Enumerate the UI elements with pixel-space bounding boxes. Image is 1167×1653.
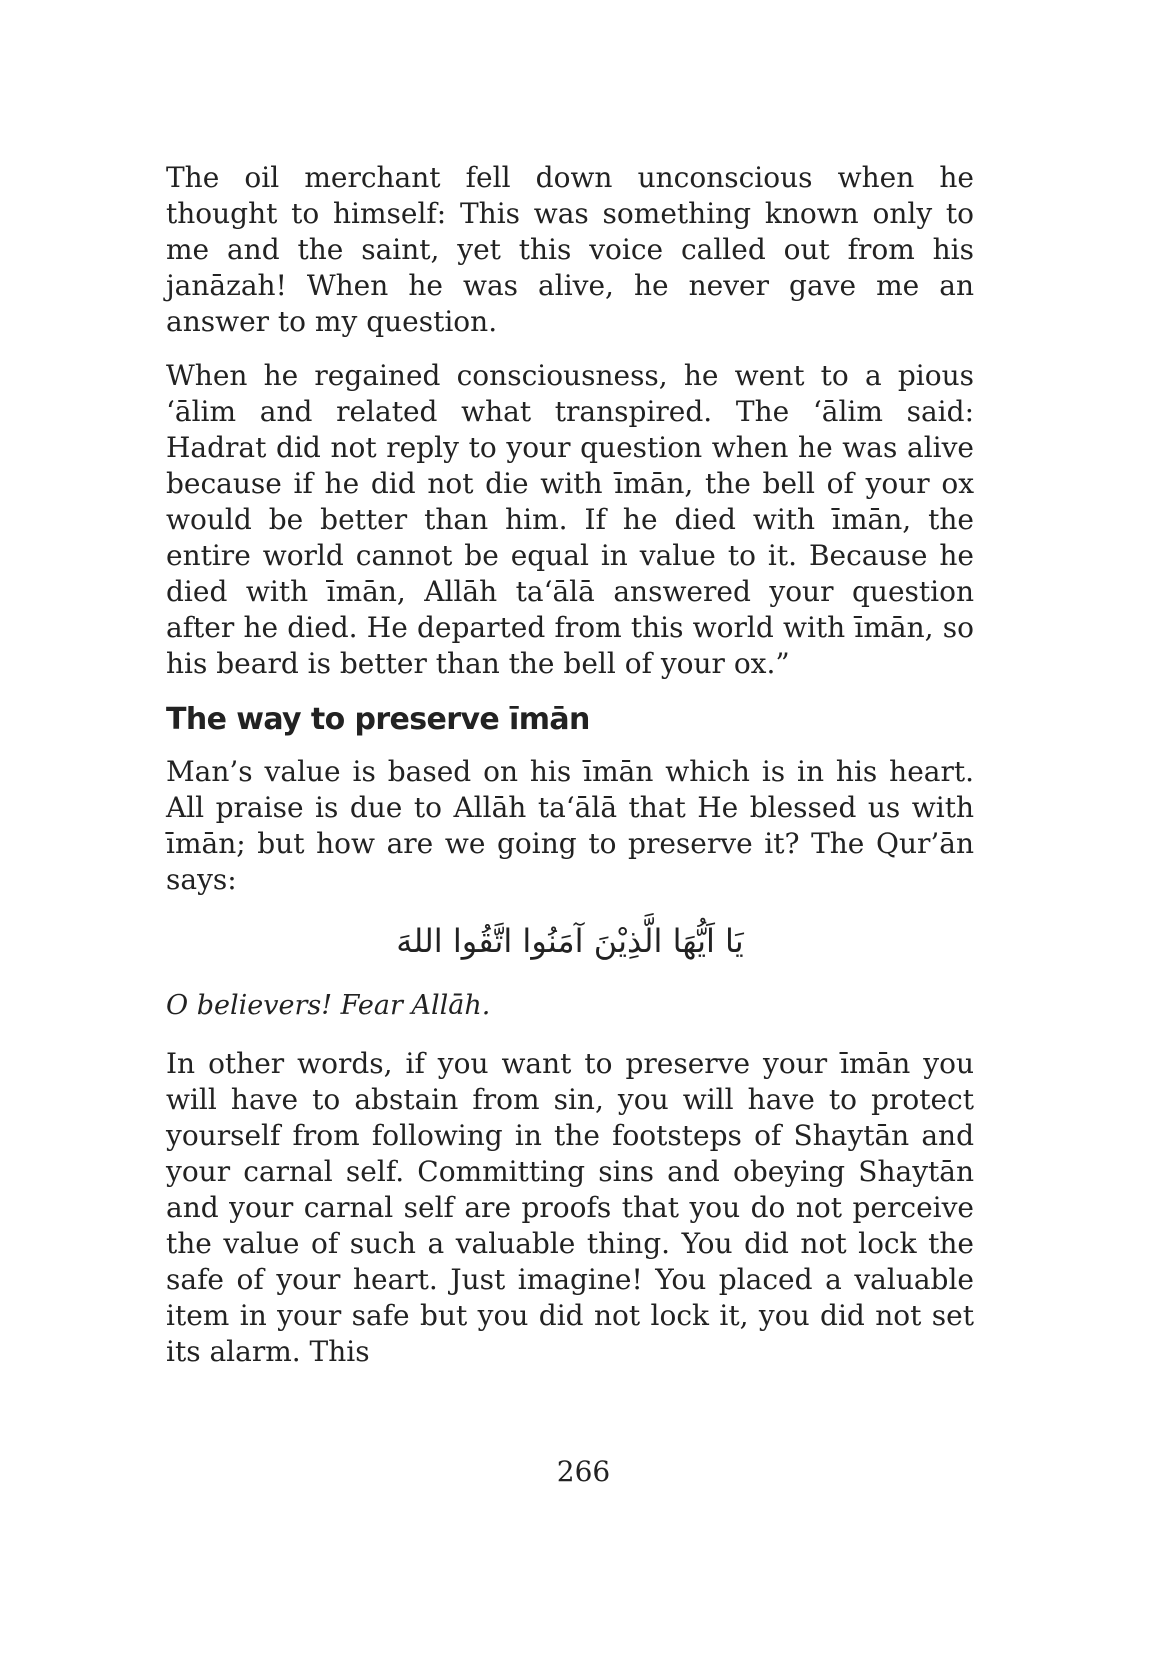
section-heading: The way to preserve īmān [166, 702, 590, 737]
paragraph-mans-value: Man’s value is based on his īmān which is in his heart. All praise is due to Allāh ta‘ālā that He blessed us with īmān; but how are we going to preserve it? The Qur’ān says: [166, 755, 974, 896]
page-number: 266 [556, 1455, 611, 1488]
paragraph-oil-merchant: The oil merchant fell down unconscious when he thought to himself: This was something known only to me and the saint, yet this voice called out from his janāzah! When he was alive, he never gave me an answer to my question. [166, 161, 974, 338]
page-body [166, 160, 974, 1388]
verse-translation: O believers! Fear Allāh. [166, 990, 491, 1021]
paragraph-alim-reply: When he regained consciousness, he went to a pious ‘ālim and related what transpired. The ‘ālim said: Hadrat did not reply to your question when he was alive because if he did not die with īmān, the bell of your ox would be better than him. If he died with īmān, the entire world cannot be equal in value to it. Because he died with īmān, Allāh ta‘ālā answered your question after he died. He departed from this world with īmān, so his beard is better than the bell of your ox.” [166, 359, 974, 680]
arabic-verse: يَا اَيُّهَا الَّذِيْنَ آمَنُوا اتَّقُوا اللهَ [396, 922, 744, 960]
paragraph-preserve-iman: In other words, if you want to preserve your īmān you will have to abstain from sin, you will have to protect yourself from following in the footsteps of Shaytān and your carnal self. Committing sins and obeying Shaytān and your carnal self are proofs that you do not perceive the value of such a valuable thing. You did not lock the safe of your heart. Just imagine! You placed a valuable item in your safe but you did not lock it, you did not set its alarm. This [166, 1047, 974, 1368]
